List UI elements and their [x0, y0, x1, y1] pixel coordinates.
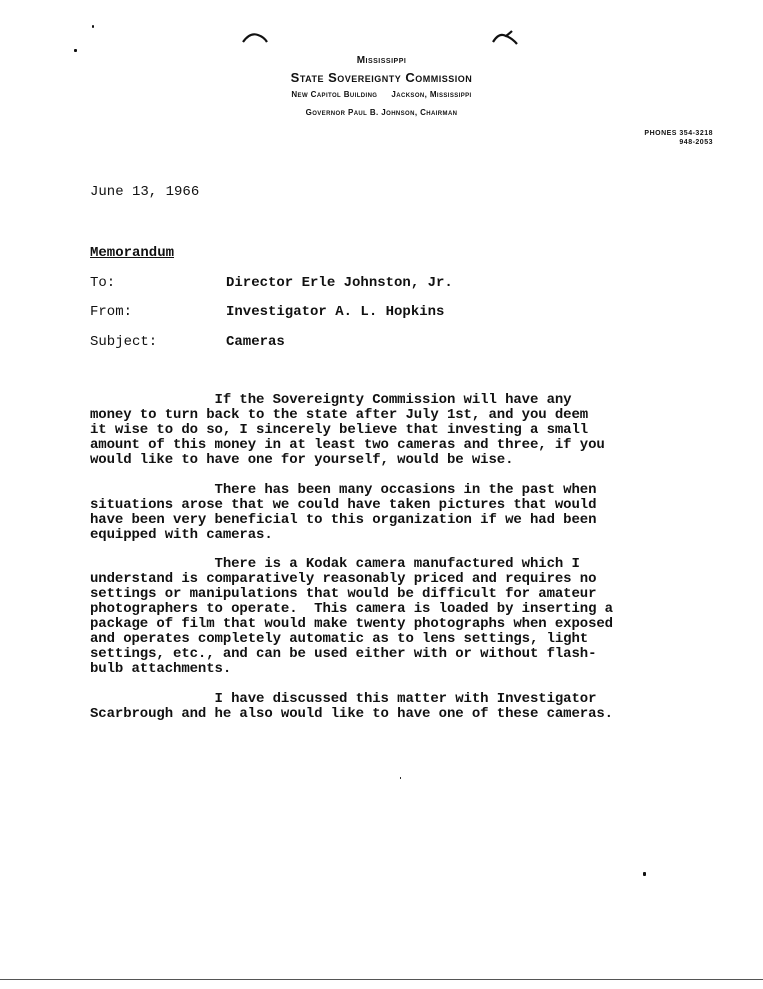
letterhead-state: Mississippi: [356, 55, 407, 66]
body-paragraph-3: [90, 557, 710, 677]
text-line: amount of this money in at least two cameras and three, if you: [90, 437, 605, 453]
text-line: money to turn back to the state after July 1st, and you deem: [90, 407, 589, 423]
seal-mark-right: [490, 30, 520, 48]
letterhead-city: Jackson, Mississippi: [391, 90, 472, 99]
memo-date: June 13, 1966: [90, 184, 200, 200]
seal-mark-left: [240, 30, 270, 46]
text-line: understand is comparatively reasonably priced and requires no: [90, 571, 597, 587]
text-line: bulb attachments.: [90, 661, 232, 677]
margin-speck: [74, 49, 77, 52]
letterhead-agency: State Sovereignty Commission: [290, 70, 473, 85]
body-paragraph-4: [90, 692, 710, 722]
text-line: I have discussed this matter with Investigator: [90, 691, 597, 707]
text-line: If the Sovereignty Commission will have any: [90, 392, 572, 408]
to-label: To:: [90, 275, 116, 291]
phone-line-2: 948-2053: [679, 139, 713, 146]
text-line: package of film that would make twenty photographs when exposed: [90, 616, 613, 632]
to-value: Director Erle Johnston, Jr.: [226, 275, 453, 291]
memo-heading: Memorandum: [90, 245, 175, 261]
text-line: photographers to operate. This camera is loaded by inserting a: [90, 601, 613, 617]
text-line: There has been many occasions in the past when: [90, 482, 597, 498]
from-value: Investigator A. L. Hopkins: [226, 304, 445, 320]
text-line: settings or manipulations that would be difficult for amateur: [90, 586, 597, 602]
subject-label: Subject:: [90, 334, 158, 350]
letterhead-phones: [644, 129, 713, 147]
body-paragraph-1: [90, 393, 710, 468]
body-paragraph-2: [90, 483, 710, 543]
subject-value: Cameras: [226, 334, 285, 350]
phone-line-1: PHONES 354-3218: [644, 130, 713, 137]
letterhead-building: New Capitol Building: [291, 90, 378, 99]
page-speck: [400, 777, 401, 779]
from-label: From:: [90, 304, 133, 320]
text-line: would like to have one for yourself, would be wise.: [90, 452, 514, 468]
text-line: There is a Kodak camera manufactured which I: [90, 556, 580, 572]
text-line: equipped with cameras.: [90, 527, 273, 543]
margin-speck: [92, 25, 94, 28]
text-line: have been very beneficial to this organization if we had been: [90, 512, 597, 528]
text-line: Scarbrough and he also would like to have one of these cameras.: [90, 706, 613, 722]
page-speck: [643, 872, 646, 876]
letterhead-chairman: Governor Paul B. Johnson, Chairman: [305, 108, 458, 117]
text-line: it wise to do so, I sincerely believe that investing a small: [90, 422, 589, 438]
page-bottom-edge: [0, 979, 763, 980]
text-line: and operates completely automatic as to lens settings, light: [90, 631, 589, 647]
text-line: situations arose that we could have taken pictures that would: [90, 497, 597, 513]
text-line: settings, etc., and can be used either with or without flash-: [90, 646, 597, 662]
letterhead-address: [0, 90, 763, 99]
